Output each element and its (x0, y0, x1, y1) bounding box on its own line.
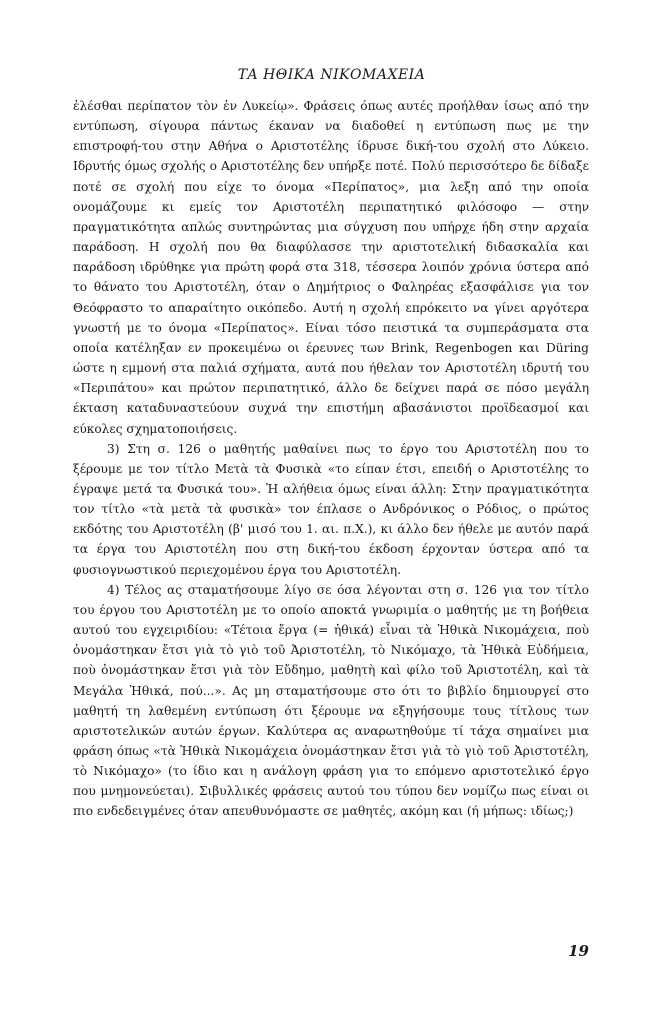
paragraph-point-4: 4) Τέλος ας σταματήσουμε λίγο σε όσα λέγονται στη σ. 126 για τον τίτλο του έργου του Αριστοτέλη με το οποίο αποκτά γνωριμία ο μαθητής με τη βοήθεια αυτού του εγχειριδίου: «Τέτοια ἔργα (= ἠθικά) εἶναι τὰ Ἠθικὰ Νικομάχεια, ποὺ ὀνομάστηκαν ἔτσι γιὰ τὸ γιὸ τοῦ Ἀριστοτέλη, τὸ Νικόμαχο, τὰ Ἠθικὰ Εὐδήμεια, ποὺ ὀνομάστηκαν ἔτσι γιὰ τὸν Εὔδημο, μαθητὴ καὶ φίλο τοῦ Ἀριστοτέλη, καὶ τὰ Μεγάλα Ἠθικά, πού...». Ας μη σταματήσουμε στο ότι το βιβλίο δημιουργεί στο μαθητή τη λαθεμένη εντύπωση ότι ξέρουμε να εξηγήσουμε τους τίτλους των αριστοτελικών αυτών έργων. Καλύτερα ας αναρωτηθούμε τί τάχα σημαίνει μια φράση όπως «τὰ Ἠθικὰ Νικομάχεια ὀνομάστηκαν ἔτσι γιὰ τὸ γιὸ τοῦ Ἀριστοτέλη, τὸ Νικόμαχο» (το ίδιο και η ανάλογη φράση για το επόμενο αριστοτελικό έργο που μνημονεύεται). Σιβυλλικές φράσεις αυτού του τύπου δεν νομίζω πως είναι οι πιο ενδεδειγμένες όταν απευθυνόμαστε σε μαθητές, ακόμη και (ή μήπως: ιδίως;) (73, 582, 589, 819)
paragraph-continuation: ἐλέσθαι περίπατον τὸν ἐν Λυκείῳ». Φράσεις όπως αυτές προήλθαν ίσως από την εντύπωση, σίγουρα πάντως έκαναν να διαδοθεί η εντύπωση πως με την επιστροφή-του στην Αθήνα ο Αριστοτέλης ίδρυσε δική-του σχολή στο Λύκειο. Ιδρυτής όμως σχολής ο Αριστοτέλης δεν υπήρξε ποτέ. Πολύ περισσότερο δε δίδαξε ποτέ σε σχολή που είχε το όνομα «Περίπατος», μια λεξη από την οποία ονομάζουμε κι εμείς τον Αριστοτέλη περιπατητικό φιλόσοφο — στην πραγματικότητα απλώς συντηρώντας μια σύγχυση που υπήρχε ήδη στην αρχαία παράδοση. Η σχολή που θα διαφύλασσε την αριστοτελική διδασκαλία και παράδοση ιδρύθηκε για πρώτη φορά στα 318, τέσσερα λοιπόν χρόνια ύστερα από το θάνατο του Αριστοτέλη, όταν ο Δημήτριος ο Φαληρέας εξασφάλισε για τον Θεόφραστο το απαραίτητο οικόπεδο. Αυτή η σχολή επρόκειτο να γίνει αργότερα γνωστή με το όνομα «Περίπατος». Είναι τόσο πειστικά τα συμπεράσματα στα οποία κατέληξαν εν προκειμένω οι έρευνες των Brink, Regenbogen και Düring ώστε η εμμονή στα παλιά σχήματα, αυτά που ήθελαν τον Αριστοτέλη ιδρυτή του «Περιπάτου» και πρώτον περιπατητικό, άλλο δε δείχνει παρά σε πόσο μεγάλη έκταση καταδυναστεύουν συχνά την επιστήμη αβασάνιστοι προϊδεασμοί και εύκολες σχηματοποιήσεις. (73, 99, 589, 436)
body-text (73, 96, 589, 822)
running-head: ΤΑ ΗΘΙΚΑ ΝΙΚΟΜΑΧΕΙΑ (237, 67, 426, 83)
page-number: 19 (568, 942, 589, 960)
paragraph-point-3: 3) Στη σ. 126 ο μαθητής μαθαίνει πως το έργο του Αριστοτέλη που το ξέρουμε με τον τίτλο Μετὰ τὰ Φυσικὰ «το είπαν έτσι, επειδή ο Αριστοτέλης το έγραψε μετά τα Φυσικά του». Ἡ αλήθεια όμως είναι άλλη: Στην πραγματικότητα τον τίτλο «τὰ μετὰ τὰ φυσικὰ» τον έπλασε ο Ανδρόνικος ο Ρόδιος, ο πρώτος εκδότης του Αριστοτέλη (β' μισό του 1. αι. π.Χ.), κι άλλο δεν ήθελε με αυτόν παρά τα έργα του Αριστοτέλη που στη δική-του έκδοση έρχονταν ύστερα από τα φυσιογνωστικού περιεχομένου έργα του Αριστοτέλη. (73, 441, 589, 577)
